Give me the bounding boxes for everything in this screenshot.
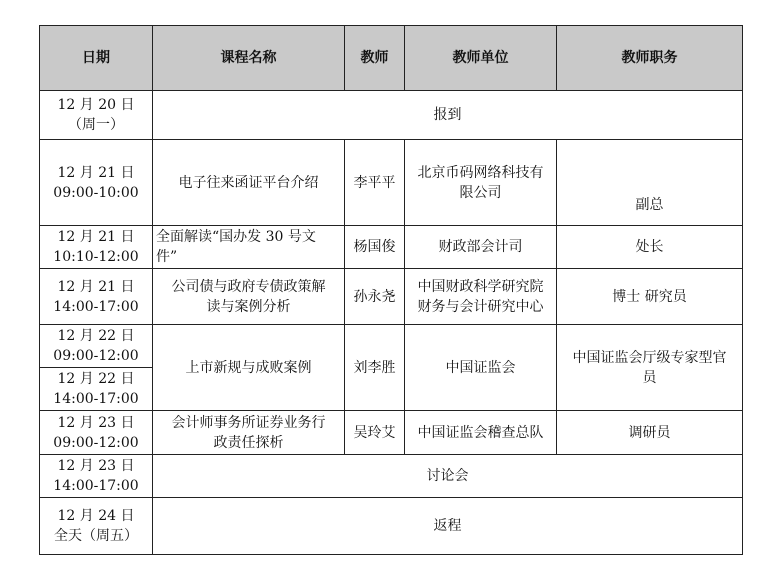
date-cell: 12 月 23 日 14:00-17:00: [40, 455, 153, 498]
header-position: 教师职务: [557, 26, 743, 91]
date-cell: 12 月 21 日 09:00-10:00: [40, 140, 153, 226]
date-cell: 12 月 22 日 14:00-17:00: [40, 368, 153, 411]
teacher-cell: 刘李胜: [345, 325, 405, 411]
event-cell: 讨论会: [153, 455, 743, 498]
teacher-cell: 吴玲艾: [345, 411, 405, 455]
unit-cell: 中国证监会: [405, 325, 557, 411]
date-cell: 12 月 21 日 10:10-12:00: [40, 226, 153, 269]
event-cell: 报到: [153, 91, 743, 140]
table-row: [40, 140, 743, 226]
position-cell: 调研员: [557, 411, 743, 455]
header-date: 日期: [40, 26, 153, 91]
unit-cell: 北京币码网络科技有 限公司: [405, 140, 557, 226]
date-cell: 12 月 23 日 09:00-12:00: [40, 411, 153, 455]
course-cell: 上市新规与成败案例: [153, 325, 345, 411]
date-cell: 12 月 22 日 09:00-12:00: [40, 325, 153, 368]
header-unit: 教师单位: [405, 26, 557, 91]
table-row: [40, 455, 743, 498]
header-row: [40, 26, 743, 91]
course-schedule-table: [39, 25, 743, 555]
teacher-cell: 李平平: [345, 140, 405, 226]
unit-cell: 财政部会计司: [405, 226, 557, 269]
teacher-cell: 杨国俊: [345, 226, 405, 269]
table-row: [40, 498, 743, 555]
position-cell: 博士 研究员: [557, 269, 743, 325]
table-row: [40, 91, 743, 140]
position-cell: 处长: [557, 226, 743, 269]
table-row: [40, 226, 743, 269]
header-course: 课程名称: [153, 26, 345, 91]
unit-cell: 中国证监会稽查总队: [405, 411, 557, 455]
teacher-cell: 孙永尧: [345, 269, 405, 325]
table-row: [40, 411, 743, 455]
date-cell: 12 月 20 日 （周一）: [40, 91, 153, 140]
date-cell: 12 月 21 日 14:00-17:00: [40, 269, 153, 325]
position-cell: 中国证监会厅级专家型官 员: [557, 325, 743, 411]
table-row: [40, 269, 743, 325]
position-cell: 副总: [557, 140, 743, 226]
table-row: [40, 325, 743, 368]
course-cell: 公司债与政府专债政策解 读与案例分析: [153, 269, 345, 325]
event-cell: 返程: [153, 498, 743, 555]
unit-cell: 中国财政科学研究院 财务与会计研究中心: [405, 269, 557, 325]
course-cell: 会计师事务所证券业务行 政责任探析: [153, 411, 345, 455]
course-cell: 全面解读“国办发 30 号文 件”: [153, 226, 345, 269]
header-teacher: 教师: [345, 26, 405, 91]
date-cell: 12 月 24 日 全天（周五）: [40, 498, 153, 555]
course-cell: 电子往来函证平台介绍: [153, 140, 345, 226]
